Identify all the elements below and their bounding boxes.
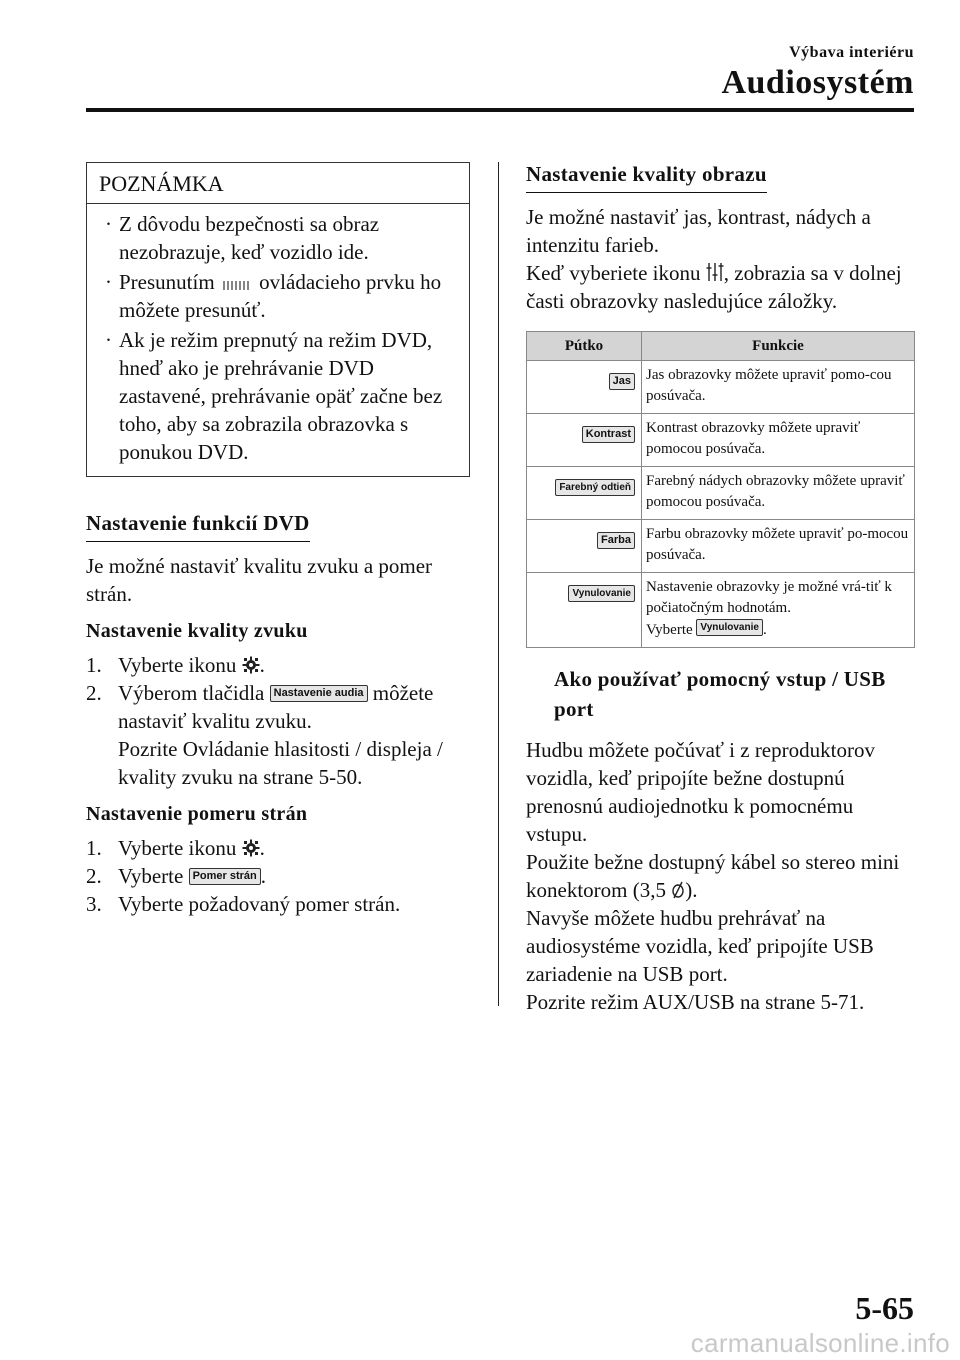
sound-heading: Nastavenie kvality zvuku xyxy=(86,620,308,642)
picture-heading: Nastavenie kvality obrazu xyxy=(526,162,767,193)
step-number: 1. xyxy=(86,836,102,860)
tab-cell xyxy=(527,573,642,648)
aux-paragraph: Pozrite režim AUX/USB na strane 5-71. xyxy=(526,990,865,1014)
function-cell: Farbu obrazovky môžete upraviť po-mocou posúvača. xyxy=(642,520,915,573)
step-text: môžete nastaviť kvalitu zvuku. xyxy=(118,681,434,733)
aux-text: Použite bežne dostupný kábel so stereo mini konektorom (3,5 xyxy=(526,850,900,902)
step-number: 2. xyxy=(86,864,102,888)
aux-text: ). xyxy=(685,878,698,902)
dvd-intro: Je možné nastaviť kvalitu zvuku a pomer strán. xyxy=(86,554,433,606)
table-row xyxy=(527,361,915,414)
punctuation: . xyxy=(259,836,265,860)
aux-paragraph xyxy=(526,848,916,904)
step xyxy=(86,834,470,862)
note-body xyxy=(87,204,469,476)
aux-heading: Ako používať pomocný vstup / USB port xyxy=(554,667,886,721)
table-header-row xyxy=(527,332,915,361)
step-text: Vyberte xyxy=(118,864,184,888)
step-text: Vyberte ikonu xyxy=(118,653,237,677)
function-text: Vyberte xyxy=(646,622,693,638)
bullet-icon: · xyxy=(105,270,112,294)
diameter-icon xyxy=(671,881,685,899)
tab-button-reset[interactable]: Vynulovanie xyxy=(568,585,635,602)
step xyxy=(86,651,470,679)
note-item xyxy=(97,326,459,466)
reset-button[interactable]: Vynulovanie xyxy=(696,619,763,636)
punctuation: . xyxy=(762,622,767,638)
instruction-text: , zobrazia sa v dolnej časti obrazovky nasledujúce záložky. xyxy=(526,261,902,313)
header-rule xyxy=(86,108,914,112)
settings-gear-icon xyxy=(242,839,260,857)
section-label: Výbava interiéru xyxy=(789,44,914,61)
function-cell: Jas obrazovky môžete upraviť pomo-cou posúvača. xyxy=(642,361,915,414)
column-divider xyxy=(498,162,499,1006)
note-title: POZNÁMKA xyxy=(87,163,469,204)
table-row xyxy=(527,520,915,573)
audio-settings-button[interactable]: Nastavenie audia xyxy=(270,685,368,702)
picture-quality-icon xyxy=(706,262,724,282)
move-handle-icon xyxy=(220,279,254,291)
function-cell xyxy=(642,573,915,648)
table-row xyxy=(527,573,915,648)
note-box xyxy=(86,162,470,477)
step-text: Vyberte ikonu xyxy=(118,836,237,860)
tab-cell xyxy=(527,361,642,414)
left-column xyxy=(86,162,470,918)
tabs-table xyxy=(526,331,915,648)
punctuation: . xyxy=(260,864,267,888)
table-header: Pútko xyxy=(527,332,642,361)
aspect-heading: Nastavenie pomeru strán xyxy=(86,803,308,825)
tab-cell xyxy=(527,414,642,467)
page-number: 5-65 xyxy=(855,1290,914,1326)
step-reference: Pozrite Ovládanie hlasitosti / displeja / kvality zvuku na strane 5-50. xyxy=(118,737,443,789)
step xyxy=(86,890,470,918)
watermark: carmanualsonline.info xyxy=(690,1328,950,1358)
step-number: 3. xyxy=(86,892,102,916)
picture-instruction xyxy=(526,259,916,315)
punctuation: . xyxy=(259,653,265,677)
note-item xyxy=(97,268,459,324)
tab-cell xyxy=(527,520,642,573)
note-text: Presunutím xyxy=(119,270,215,294)
aux-paragraph: Navyše môžete hudbu prehrávať na audiosystéme vozidla, keď pripojíte USB zariadenie na USB port. xyxy=(526,906,874,986)
table-header: Funkcie xyxy=(642,332,915,361)
bullet-icon: · xyxy=(105,328,112,352)
bullet-icon: · xyxy=(105,212,112,236)
aspect-ratio-button[interactable]: Pomer strán xyxy=(189,868,261,885)
note-item xyxy=(97,210,459,266)
tab-button-tint[interactable]: Farebný odtieň xyxy=(555,479,635,496)
page-title: Audiosystém xyxy=(721,64,914,101)
right-column xyxy=(526,162,916,1016)
table-row xyxy=(527,414,915,467)
function-cell: Kontrast obrazovky môžete upraviť pomocou posúvača. xyxy=(642,414,915,467)
note-text: ovládacieho prvku ho môžete presunúť. xyxy=(119,270,442,322)
picture-intro: Je možné nastaviť jas, kontrast, nádych a intenzitu farieb. xyxy=(526,205,871,257)
aux-paragraph: Hudbu môžete počúvať i z reproduktorov vozidla, keď pripojíte bežne dostupnú prenosnú audiojednotku k pomocnému vstupu. xyxy=(526,738,875,846)
note-text: Ak je režim prepnutý na režim DVD, hneď ako je prehrávanie DVD zastavené, prehrávanie opäť začne bez toho, aby sa zobrazila obrazovka s ponukou DVD. xyxy=(119,328,443,464)
tab-cell xyxy=(527,467,642,520)
step-number: 1. xyxy=(86,653,102,677)
settings-gear-icon xyxy=(242,656,260,674)
instruction-text: Keď vyberiete ikonu xyxy=(526,261,701,285)
tab-button-farba[interactable]: Farba xyxy=(597,532,635,549)
step xyxy=(86,862,470,890)
table-row xyxy=(527,467,915,520)
tab-button-jas[interactable]: Jas xyxy=(609,373,635,390)
step-number: 2. xyxy=(86,681,102,705)
tab-button-kontrast[interactable]: Kontrast xyxy=(582,426,635,443)
step-text: Vyberte požadovaný pomer strán. xyxy=(118,892,401,916)
step xyxy=(86,679,470,791)
function-text: Nastavenie obrazovky je možné vrá-tiť k počiatočným hodnotám. xyxy=(646,579,892,616)
dvd-heading: Nastavenie funkcií DVD xyxy=(86,511,310,542)
function-cell: Farebný nádych obrazovky môžete upraviť pomocou posúvača. xyxy=(642,467,915,520)
note-text: Z dôvodu bezpečnosti sa obraz nezobrazuje, keď vozidlo ide. xyxy=(119,212,380,264)
step-text: Výberom tlačidla xyxy=(118,681,265,705)
